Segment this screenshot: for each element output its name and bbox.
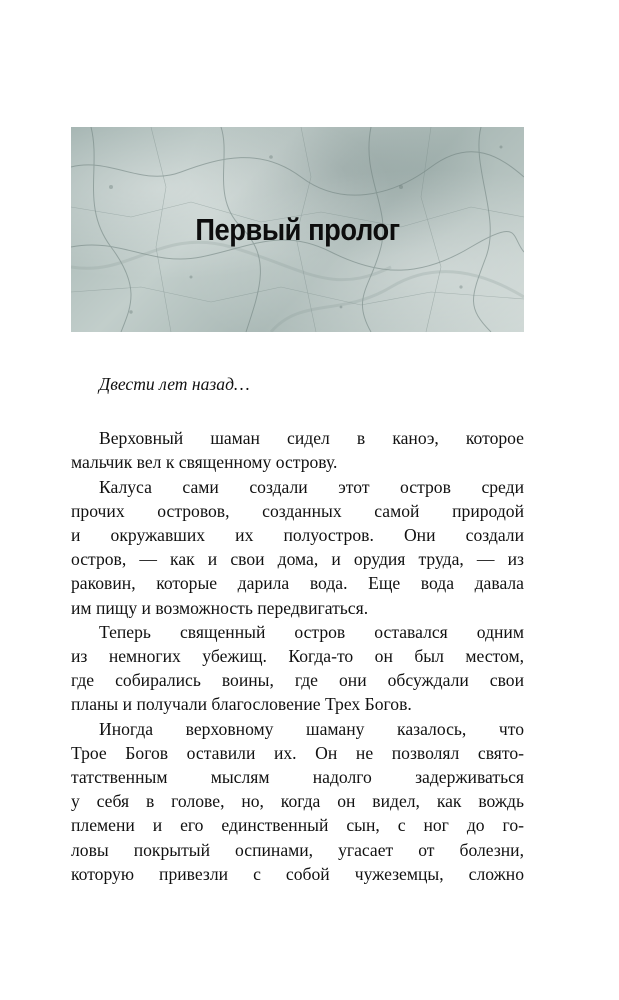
chapter-title: Первый пролог <box>195 211 400 247</box>
text-line: им пищу и возможность передвигаться. <box>71 597 369 618</box>
text-line: раковин, которые дарила вода. Еще вода давала <box>71 573 524 594</box>
text-line: мальчик вел к священному острову. <box>71 452 338 473</box>
text-line: остров, — как и свои дома, и орудия труда, — из <box>71 549 524 570</box>
text-line: Трое Богов оставили их. Он не позволял свято- <box>71 742 524 763</box>
paragraph <box>71 620 524 717</box>
text-line: у себя в голове, но, когда он видел, как вождь <box>71 791 524 812</box>
text-line: племени и его единственный сын, с ног до го- <box>71 815 524 836</box>
paragraph <box>71 717 524 886</box>
body-text <box>71 372 524 886</box>
text-line: Калуса сами создали этот остров среди <box>99 476 524 497</box>
text-line: Теперь священный остров оставался одним <box>99 621 524 642</box>
text-line: где собирались воины, где они обсуждали свои <box>71 670 524 691</box>
paragraph <box>71 475 524 620</box>
text-line: татственным мыслям надолго задерживаться <box>71 767 524 788</box>
text-line: прочих островов, созданных самой природой <box>71 500 524 521</box>
text-line: ловы покрытый оспинами, угасает от болезни, <box>71 839 524 860</box>
text-line: Иногда верховному шаману казалось, что <box>99 718 524 739</box>
text-line: планы и получали благословение Трех Богов. <box>71 694 412 715</box>
text-line: Верховный шаман сидел в каноэ, которое <box>99 428 524 449</box>
text-line: из немногих убежищ. Когда-то он был местом, <box>71 646 524 667</box>
text-line: и окружавших их полуостров. Они создали <box>71 525 524 546</box>
chapter-banner <box>71 127 524 332</box>
paragraph <box>71 426 524 474</box>
text-line: которую привезли с собой чужеземцы, сложно <box>71 863 524 884</box>
epigraph: Двести лет назад… <box>99 374 250 394</box>
